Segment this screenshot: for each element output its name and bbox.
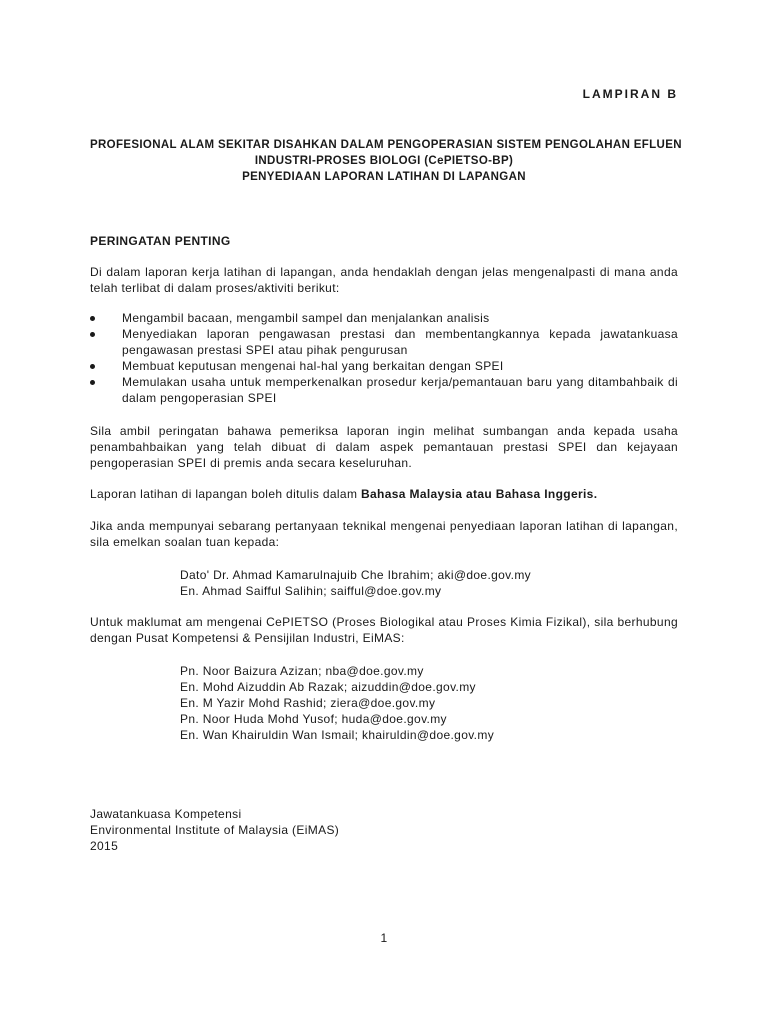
contact-item: En. Mohd Aizuddin Ab Razak; aizuddin@doe.gov.my [180, 680, 476, 694]
bullet-icon [90, 332, 95, 337]
section-heading: PERINGATAN PENTING [90, 234, 231, 248]
year: 2015 [90, 839, 119, 853]
activity-list [90, 310, 678, 406]
intro-paragraph: Di dalam laporan kerja latihan di lapangan, anda hendaklah dengan jelas mengenalpasti di mana anda telah terlibat di dalam proses/aktiviti berikut: [90, 265, 678, 295]
bullet-icon [90, 380, 95, 385]
title-line-3: PENYEDIAAN LAPORAN LATIHAN DI LAPANGAN [242, 171, 526, 183]
list-item: Membuat keputusan mengenai hal-hal yang berkaitan dengan SPEI [90, 358, 678, 374]
language-text: Laporan latihan di lapangan boleh ditulis dalam [90, 487, 361, 501]
bullet-icon [90, 364, 95, 369]
list-item: Mengambil bacaan, mengambil sampel dan menjalankan analisis [90, 310, 678, 326]
contact-item: En. Ahmad Saifful Salihin; saifful@doe.gov.my [180, 584, 442, 598]
contact-item: En. M Yazir Mohd Rashid; ziera@doe.gov.my [180, 696, 436, 710]
general-contacts [180, 663, 494, 743]
language-emphasis: Bahasa Malaysia atau Bahasa Inggeris. [361, 487, 598, 501]
institute-name: Environmental Institute of Malaysia (EiMAS) [90, 823, 340, 837]
contact-item: Pn. Noor Baizura Azizan; nba@doe.gov.my [180, 664, 424, 678]
lampiran-label: LAMPIRAN B [582, 87, 678, 101]
contact-item: En. Wan Khairuldin Wan Ismail; khairuldin@doe.gov.my [180, 728, 495, 742]
title-line-1: PROFESIONAL ALAM SEKITAR DISAHKAN DALAM PENGOPERASIAN SISTEM PENGOLAHAN EFLUEN [90, 139, 682, 151]
committee-name: Jawatankuasa Kompetensi [90, 807, 242, 821]
contact-item: Dato' Dr. Ahmad Kamarulnajuib Che Ibrahim; aki@doe.gov.my [180, 568, 532, 582]
reminder-paragraph: Sila ambil peringatan bahawa pemeriksa laporan ingin melihat sumbangan anda kepada usaha penambahbaikan yang telah dibuat di dalam aspek pemantauan prestasi SPEI dan kejayaan pengoperasian SPEI di premis anda secara keseluruhan. [90, 424, 678, 470]
list-item: Menyediakan laporan pengawasan prestasi dan membentangkannya kepada jawatankuasa pengawasan prestasi SPEI atau pihak pengurusan [90, 326, 678, 358]
general-paragraph: Untuk maklumat am mengenai CePIETSO (Proses Biologikal atau Proses Kimia Fizikal), sila berhubung dengan Pusat Kompetensi & Pensijilan Industri, EiMAS: [90, 615, 678, 645]
contact-item: Pn. Noor Huda Mohd Yusof; huda@doe.gov.my [180, 712, 447, 726]
technical-paragraph: Jika anda mempunyai sebarang pertanyaan teknikal mengenai penyediaan laporan latihan di lapangan, sila emelkan soalan tuan kepada: [90, 519, 678, 549]
signature-block [90, 806, 339, 854]
page-number: 1 [380, 931, 388, 945]
list-item: Memulakan usaha untuk memperkenalkan prosedur kerja/pemantauan baru yang ditambahbaik di dalam pengoperasian SPEI [90, 374, 678, 406]
technical-contacts [180, 567, 531, 599]
language-paragraph [90, 486, 678, 502]
document-title-block [90, 137, 682, 185]
title-line-2: INDUSTRI-PROSES BIOLOGI (CePIETSO-BP) [254, 155, 514, 167]
bullet-icon [90, 316, 95, 321]
